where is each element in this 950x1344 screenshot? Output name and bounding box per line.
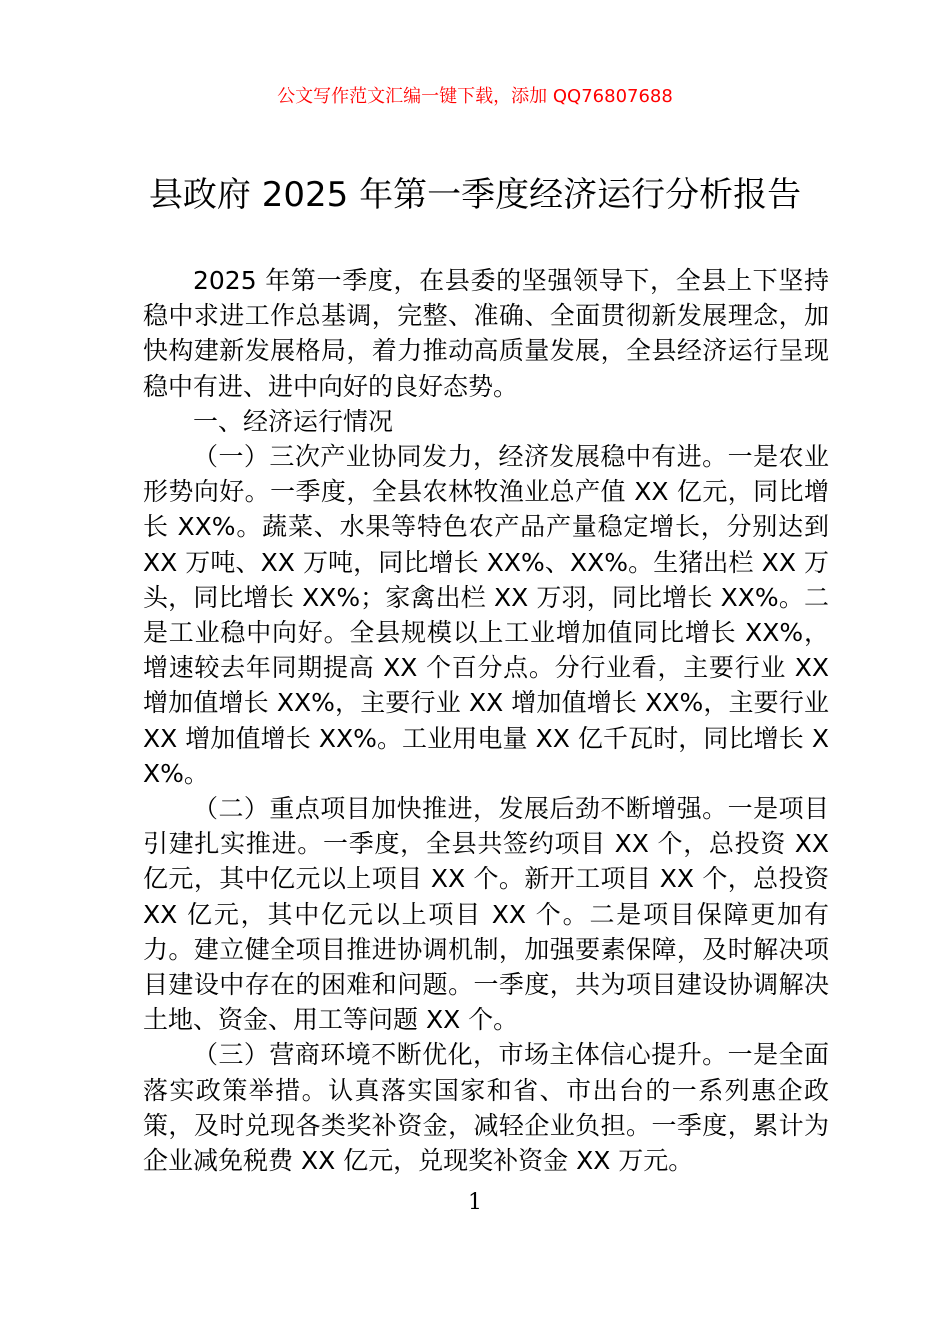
paragraph-projects: （二）重点项目加快推进，发展后劲不断增强。一是项目引建扎实推进。一季度，全县共签约项目 XX 个，总投资 XX 亿元，其中亿元以上项目 XX 个。新开工项目 XX 个，总投资 XX 亿元，其中亿元以上项目 XX 个。二是项目保障更加有力。建立健全项目推进协调机制，加强要素保障，及时解决项目建设中存在的困难和问题。一季度，共为项目建设协调解决土地、资金、用工等问题 XX 个。: [143, 794, 829, 1035]
page-number: 1: [468, 1190, 482, 1215]
document-title: 县政府 2025 年第一季度经济运行分析报告: [148, 175, 802, 215]
document-body: [143, 263, 829, 1178]
paragraph-industry: （一）三次产业协同发力，经济发展稳中有进。一是农业形势向好。一季度，全县农林牧渔业总产值 XX 亿元，同比增长 XX%。蔬菜、水果等特色农产品产量稳定增长，分别达到 XX 万吨、XX 万吨，同比增长 XX%、XX%。生猪出栏 XX 万头，同比增长 XX%；家禽出栏 XX 万羽，同比增长 XX%。二是工业稳中向好。全县规模以上工业增加值同比增长 XX%，增速较去年同期提高 XX 个百分点。分行业看，主要行业 XX 增加值增长 XX%，主要行业 XX 增加值增长 XX%，主要行业 XX 增加值增长 XX%。工业用电量 XX 亿千瓦时，同比增长 XX%。: [143, 442, 829, 788]
section-heading: 一、经济运行情况: [193, 406, 394, 436]
paragraph-business-environment: （三）营商环境不断优化，市场主体信心提升。一是全面落实政策举措。认真落实国家和省、市出台的一系列惠企政策，及时兑现各类奖补资金，减轻企业负担。一季度，累计为企业减免税费 XX 亿元，兑现奖补资金 XX 万元。: [143, 1040, 829, 1176]
header-ad-text: 公文写作范文汇编一键下载，添加 QQ76807688: [277, 86, 673, 107]
paragraph-intro: 2025 年第一季度，在县委的坚强领导下，全县上下坚持稳中求进工作总基调，完整、准确、全面贯彻新发展理念，加快构建新发展格局，着力推动高质量发展，全县经济运行呈现稳中有进、进中向好的良好态势。: [143, 266, 829, 401]
